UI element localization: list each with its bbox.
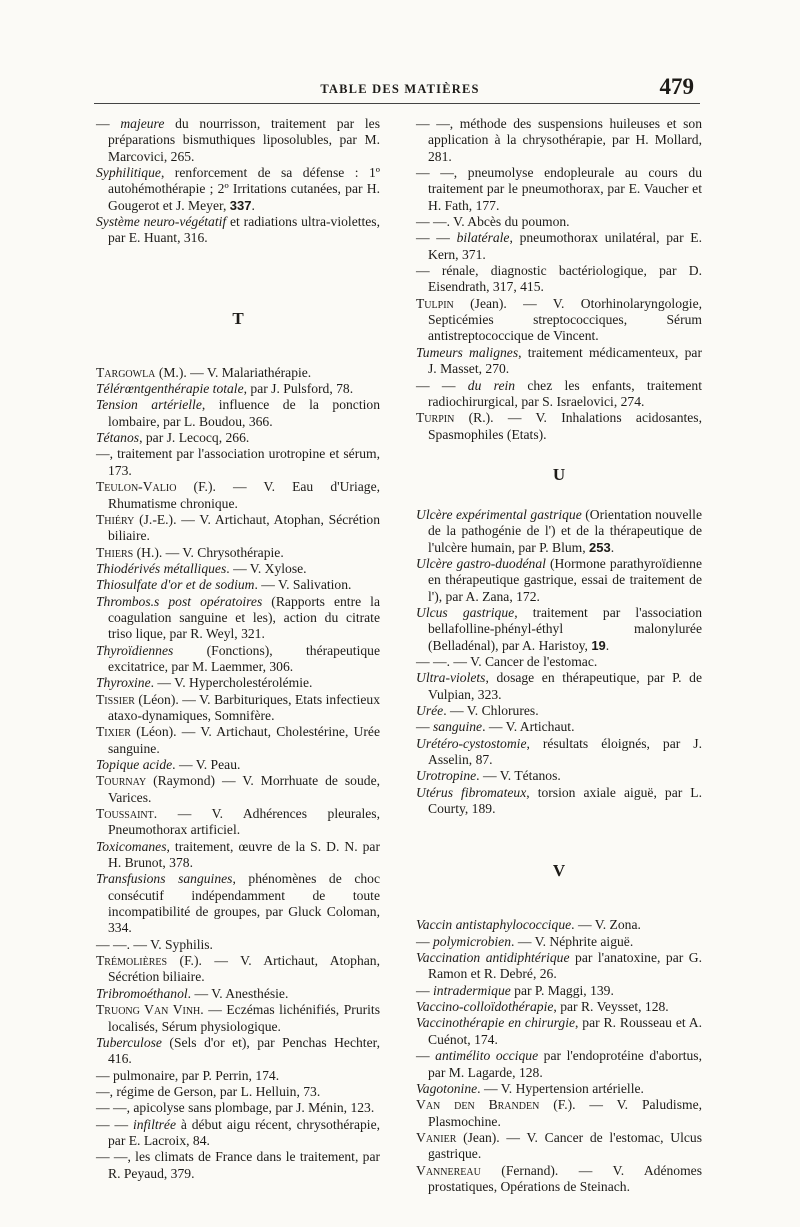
index-entry: — —, les climats de France dans le traitement, par R. Peyaud, 379. [96,1149,380,1181]
index-entry: Turpin (R.). — V. Inhalations acidosantes, Spasmophiles (Etats). [416,410,702,442]
index-entry: Topique acide. — V. Peau. [96,757,241,772]
index-entry: Tuberculose (Sels d'or et), par Penchas Hechter, 416. [96,1034,380,1067]
index-entry: — antimélito occique par l'endoprotéine d'abortus, par M. Lagarde, 128. [416,1048,702,1080]
index-entry: Tumeurs malignes, traitement médicamenteux, par J. Masset, 270. [416,344,702,377]
index-entry: Vaccinothérapie en chirurgie, par R. Rousseau et A. Cuénot, 174. [416,1015,703,1047]
left-column [96,116,380,1182]
header-rule [94,103,700,104]
index-entry: — — du rein chez les enfants, traitement radiochirurgical, par S. Israelovici, 274. [416,377,702,409]
section-letter: U [552,464,566,484]
index-entry: — —. V. Abcès du poumon. [416,214,570,230]
index-entry: — rénale, diagnostic bactériologique, par D. Eisendrath, 317, 415. [416,263,702,295]
index-entry: — —. — V. Cancer de l'estomac. [416,653,598,669]
index-entry: Urotropine. — V. Tétanos. [416,768,561,784]
index-entry: Van den Branden (F.). — V. Paludisme, Plasmochine. [416,1097,703,1129]
page-number: 479 [659,74,694,99]
index-entry: Vaccino-colloïdothérapie, par R. Veysset, 128. [416,999,669,1015]
index-entry: Tixier (Léon). — V. Artichaut, Cholestérine, Urée sanguine. [96,724,380,756]
index-entry: Thiosulfate d'or et de sodium. — V. Salivation. [96,577,352,593]
index-entry: Transfusions sanguines, phénomènes de choc consécutif indépendamment de toute incompatibilité de groupes, par Gluck Coloman, 334. [96,871,380,936]
index-entry: Teulon-Valio (F.). — V. Eau d'Uriage, Rhumatisme chronique. [96,479,380,511]
index-entry: — — bilatérale, pneumothorax unilatéral, par E. Kern, 371. [416,230,702,262]
index-entry: Urétéro-cystostomie, résultats éloignés, par J. Asselin, 87. [416,735,702,768]
index-entry: — majeure du nourrisson, traitement par les préparations bismuthiques liposolubles, par M. Marcovici, 265. [96,116,380,164]
index-entry: — pulmonaire, par P. Perrin, 174. [96,1067,280,1083]
index-entry: Truong Van Vinh. — Eczémas lichénifiés, Prurits localisés, Sérum physiologique. [96,1002,380,1034]
index-entry: Tulpin (Jean). — V. Otorhinolaryngologie, Septicémies streptococciques, Sérum antistreptococcique de Vincent. [416,295,702,344]
index-entry: Thrombos.s post opératoires (Rapports entre la coagulation sanguine et les), action du citrate triso lique, par R. Weyl, 321. [96,593,380,642]
index-entry: —, régime de Gerson, par L. Helluin, 73. [96,1083,321,1099]
running-title: TABLE DES MATIÈRES [320,82,480,96]
index-entry: Ulcère expérimental gastrique (Orientation nouvelle de la pathogénie de l') et de la thérapeutique de l'ulcère humain, par P. Blum, 253. [416,506,702,555]
index-entry: Thyroïdiennes (Fonctions), thérapeutique excitatrice, par M. Laemmer, 306. [96,642,380,674]
index-entry: — —, apicolyse sans plombage, par J. Ménin, 123. [96,1100,375,1116]
index-entry: — polymicrobien. — V. Néphrite aiguë. [416,933,634,949]
index-entry: —, traitement par l'association urotropine et sérum, 173. [96,446,380,478]
index-entry: Ulcère gastro-duodénal (Hormone parathyroïdienne en thérapeutique gastrique, essai de traitement de l'), par A. Zana, 172. [416,555,702,604]
index-entry: Trémolières (F.). — V. Artichaut, Atophan, Sécrétion biliaire. [96,953,380,985]
index-entry: Tétanos, par J. Lecocq, 266. [96,430,250,446]
index-entry: — intradermique par P. Maggi, 139. [416,982,614,998]
page-header [0,74,800,104]
index-entry: Syphilitique, renforcement de sa défense : 1º autohémothérapie ; 2º Irritations cutanées, par H. Gougerot et J. Meyer, 337. [96,165,380,213]
index-entry: Thyroxine. — V. Hypercholestérolémie. [96,675,313,691]
index-entry: Ulcus gastrique, traitement par l'association bellafolline-phényl-éthyl malonylurée (Belladénal), par A. Haristoy, 19. [416,604,703,653]
index-entry: — sanguine. — V. Artichaut. [416,719,575,735]
index-entry: Thiéry (J.-E.). — V. Artichaut, Atophan, Sécrétion biliaire. [96,511,380,544]
index-entry: Targowla (M.). — V. Malariathérapie. [96,364,312,380]
index-entry: — —, pneumolyse endopleurale au cours du traitement par le pneumothorax, par E. Vaucher et H. Fath, 177. [416,165,702,213]
index-entry: — —, méthode des suspensions huileuses et son application à la chrysothérapie, par H. Mollard, 281. [416,116,702,164]
index-entry: Toussaint. — V. Adhérences pleurales, Pneumothorax artificiel. [96,806,380,838]
index-entry: Vagotonine. — V. Hypertension artérielle. [416,1080,644,1096]
index-entry: Vaccination antidiphtérique par l'anatoxine, par G. Ramon et R. Debré, 26. [416,950,702,982]
index-entry: Thiodérivés métalliques. — V. Xylose. [96,560,307,576]
index-entry: Tournay (Raymond) — V. Morrhuate de soude, Varices. [96,773,380,805]
index-entry: Tension artérielle, influence de la ponction lombaire, par L. Boudou, 366. [96,397,380,429]
right-column [416,116,702,1195]
index-entry: Télérœntgenthérapie totale, par J. Pulsford, 78. [96,381,354,397]
index-entry: Utérus fibromateux, torsion axiale aiguë, par L. Courty, 189. [416,784,703,817]
section-letter: V [552,861,566,881]
index-entry: Toxicomanes, traitement, œuvre de la S. D. N. par H. Brunot, 378. [96,838,380,871]
index-entry: — —. — V. Syphilis. [96,936,213,952]
index-entry: Vannereau (Fernand). — V. Adénomes prostatiques, Opérations de Steinach. [416,1162,702,1194]
section-letter: T [232,308,244,328]
index-entry: Thiers (H.). — V. Chrysothérapie. [96,544,284,560]
index-entry: Tissier (Léon). — V. Barbituriques, Etats infectieux ataxo-dynamiques, Somnifère. [96,691,380,723]
index-entry: Vaccin antistaphylococcique. — V. Zona. [416,917,641,933]
index-entry: Vanier (Jean). — V. Cancer de l'estomac, Ulcus gastrique. [416,1129,702,1162]
index-entry: Tribromoéthanol. — V. Anesthésie. [96,985,289,1001]
index-entry: Ultra-violets, dosage en thérapeutique, par P. de Vulpian, 323. [416,670,702,702]
index-entry: — — infiltrée à début aigu récent, chrysothérapie, par E. Lacroix, 84. [96,1116,380,1148]
index-entry: Urée. — V. Chlorures. [416,703,539,718]
index-entry: Système neuro-végétatif et radiations ultra-violettes, par E. Huant, 316. [96,214,381,246]
